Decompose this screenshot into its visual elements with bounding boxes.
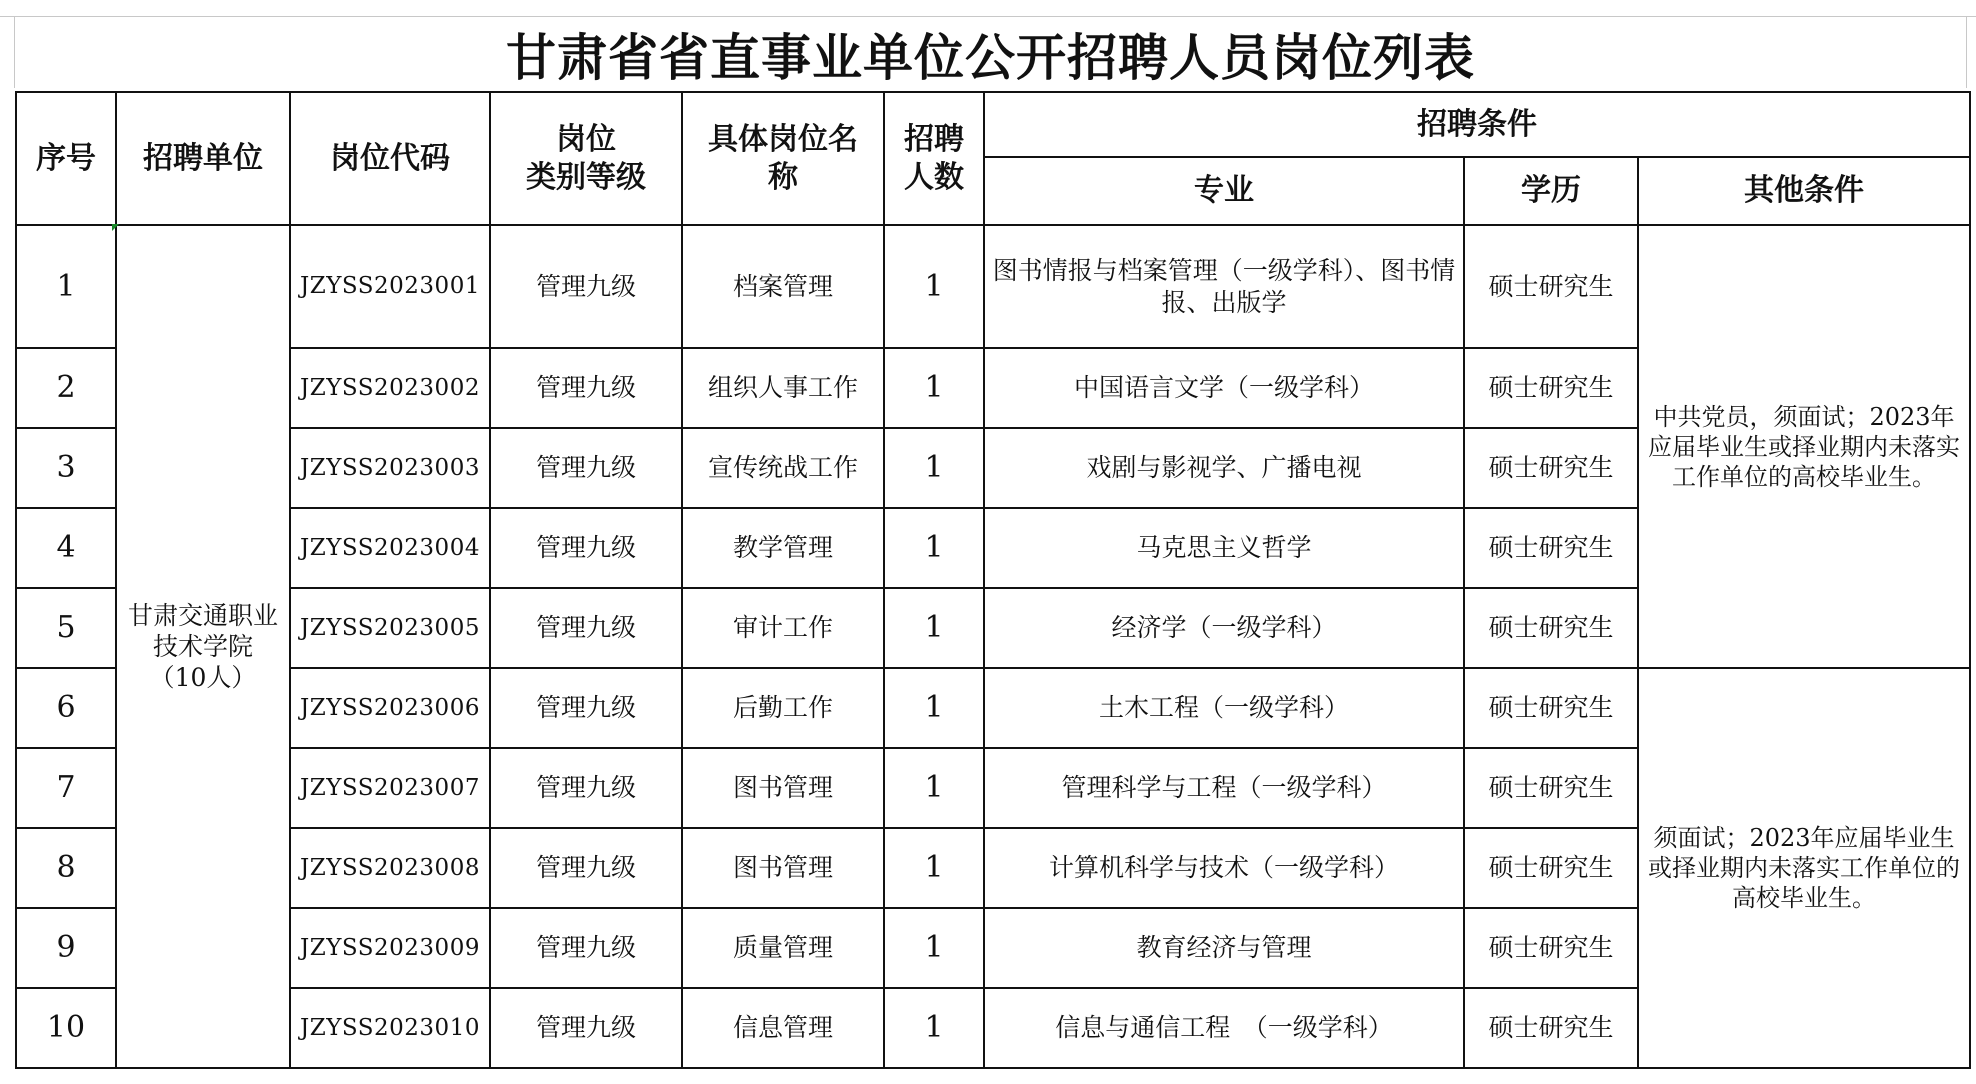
cell-seq: 5: [16, 588, 116, 668]
positions-table: [15, 91, 1971, 1069]
cell-category: 管理九级: [490, 988, 682, 1068]
cell-position: 组织人事工作: [682, 348, 884, 428]
cell-code: JZYSS2023009: [290, 908, 490, 988]
cell-education: 硕士研究生: [1464, 348, 1638, 428]
header-other: 其他条件: [1638, 157, 1970, 225]
cell-count: 1: [884, 225, 984, 348]
header-conditions: 招聘条件: [984, 92, 1970, 157]
cell-education: 硕士研究生: [1464, 225, 1638, 348]
cell-major: 图书情报与档案管理（一级学科）、图书情报、出版学: [984, 225, 1464, 348]
sheet-gridline-right: [1966, 16, 1967, 88]
cell-category: 管理九级: [490, 828, 682, 908]
cell-position: 信息管理: [682, 988, 884, 1068]
header-education: 学历: [1464, 157, 1638, 225]
cell-education: 硕士研究生: [1464, 508, 1638, 588]
cell-position: 后勤工作: [682, 668, 884, 748]
table-row: [16, 225, 1970, 348]
cell-position: 质量管理: [682, 908, 884, 988]
header-category: 岗位 类别等级: [490, 92, 682, 225]
page-title: 甘肃省省直事业单位公开招聘人员岗位列表: [506, 29, 1475, 87]
cell-count: 1: [884, 828, 984, 908]
cell-unit: 甘肃交通职业 技术学院 （10人）: [116, 225, 290, 1068]
cell-seq: 8: [16, 828, 116, 908]
cell-category: 管理九级: [490, 668, 682, 748]
cell-count: 1: [884, 588, 984, 668]
cell-education: 硕士研究生: [1464, 828, 1638, 908]
cell-count: 1: [884, 908, 984, 988]
cell-category: 管理九级: [490, 748, 682, 828]
cell-code: JZYSS2023010: [290, 988, 490, 1068]
cell-other-conditions: 中共党员，须面试；2023年应届毕业生或择业期内未落实工作单位的高校毕业生。: [1638, 225, 1970, 668]
cell-count: 1: [884, 748, 984, 828]
cell-category: 管理九级: [490, 908, 682, 988]
header-code: 岗位代码: [290, 92, 490, 225]
cell-code: JZYSS2023007: [290, 748, 490, 828]
header-count: 招聘 人数: [884, 92, 984, 225]
header-position: 具体岗位名 称: [682, 92, 884, 225]
cell-major: 马克思主义哲学: [984, 508, 1464, 588]
cell-category: 管理九级: [490, 428, 682, 508]
cell-code: JZYSS2023003: [290, 428, 490, 508]
cell-major: 教育经济与管理: [984, 908, 1464, 988]
cell-category: 管理九级: [490, 588, 682, 668]
cell-count: 1: [884, 988, 984, 1068]
header-seq: 序号: [16, 92, 116, 225]
cell-category: 管理九级: [490, 508, 682, 588]
cell-seq: 1: [16, 225, 116, 348]
cell-code: JZYSS2023005: [290, 588, 490, 668]
cell-seq: 10: [16, 988, 116, 1068]
cell-code: JZYSS2023006: [290, 668, 490, 748]
cell-code: JZYSS2023002: [290, 348, 490, 428]
cell-education: 硕士研究生: [1464, 988, 1638, 1068]
cell-comment-indicator: [112, 224, 119, 231]
cell-count: 1: [884, 428, 984, 508]
cell-major: 计算机科学与技术（一级学科）: [984, 828, 1464, 908]
header-major: 专业: [984, 157, 1464, 225]
table-row: [16, 668, 1970, 748]
cell-seq: 2: [16, 348, 116, 428]
cell-major: 中国语言文学（一级学科）: [984, 348, 1464, 428]
cell-education: 硕士研究生: [1464, 428, 1638, 508]
cell-education: 硕士研究生: [1464, 908, 1638, 988]
cell-code: JZYSS2023004: [290, 508, 490, 588]
cell-seq: 3: [16, 428, 116, 508]
cell-category: 管理九级: [490, 225, 682, 348]
cell-education: 硕士研究生: [1464, 588, 1638, 668]
cell-count: 1: [884, 508, 984, 588]
cell-education: 硕士研究生: [1464, 748, 1638, 828]
header-unit: 招聘单位: [116, 92, 290, 225]
cell-other-conditions: 须面试；2023年应届毕业生或择业期内未落实工作单位的高校毕业生。: [1638, 668, 1970, 1068]
cell-major: 戏剧与影视学、广播电视: [984, 428, 1464, 508]
cell-major: 土木工程（一级学科）: [984, 668, 1464, 748]
cell-seq: 6: [16, 668, 116, 748]
cell-seq: 7: [16, 748, 116, 828]
table-body: [16, 92, 1970, 1068]
cell-major: 管理科学与工程（一级学科）: [984, 748, 1464, 828]
cell-count: 1: [884, 668, 984, 748]
cell-category: 管理九级: [490, 348, 682, 428]
cell-education: 硕士研究生: [1464, 668, 1638, 748]
cell-count: 1: [884, 348, 984, 428]
cell-position: 教学管理: [682, 508, 884, 588]
cell-major: 经济学（一级学科）: [984, 588, 1464, 668]
cell-position: 档案管理: [682, 225, 884, 348]
header-row-1: [16, 92, 1970, 157]
cell-position: 图书管理: [682, 748, 884, 828]
cell-major: 信息与通信工程 （一级学科）: [984, 988, 1464, 1068]
cell-position: 图书管理: [682, 828, 884, 908]
cell-position: 审计工作: [682, 588, 884, 668]
cell-code: JZYSS2023008: [290, 828, 490, 908]
cell-position: 宣传统战工作: [682, 428, 884, 508]
cell-seq: 4: [16, 508, 116, 588]
cell-seq: 9: [16, 908, 116, 988]
cell-code: JZYSS2023001: [290, 225, 490, 348]
